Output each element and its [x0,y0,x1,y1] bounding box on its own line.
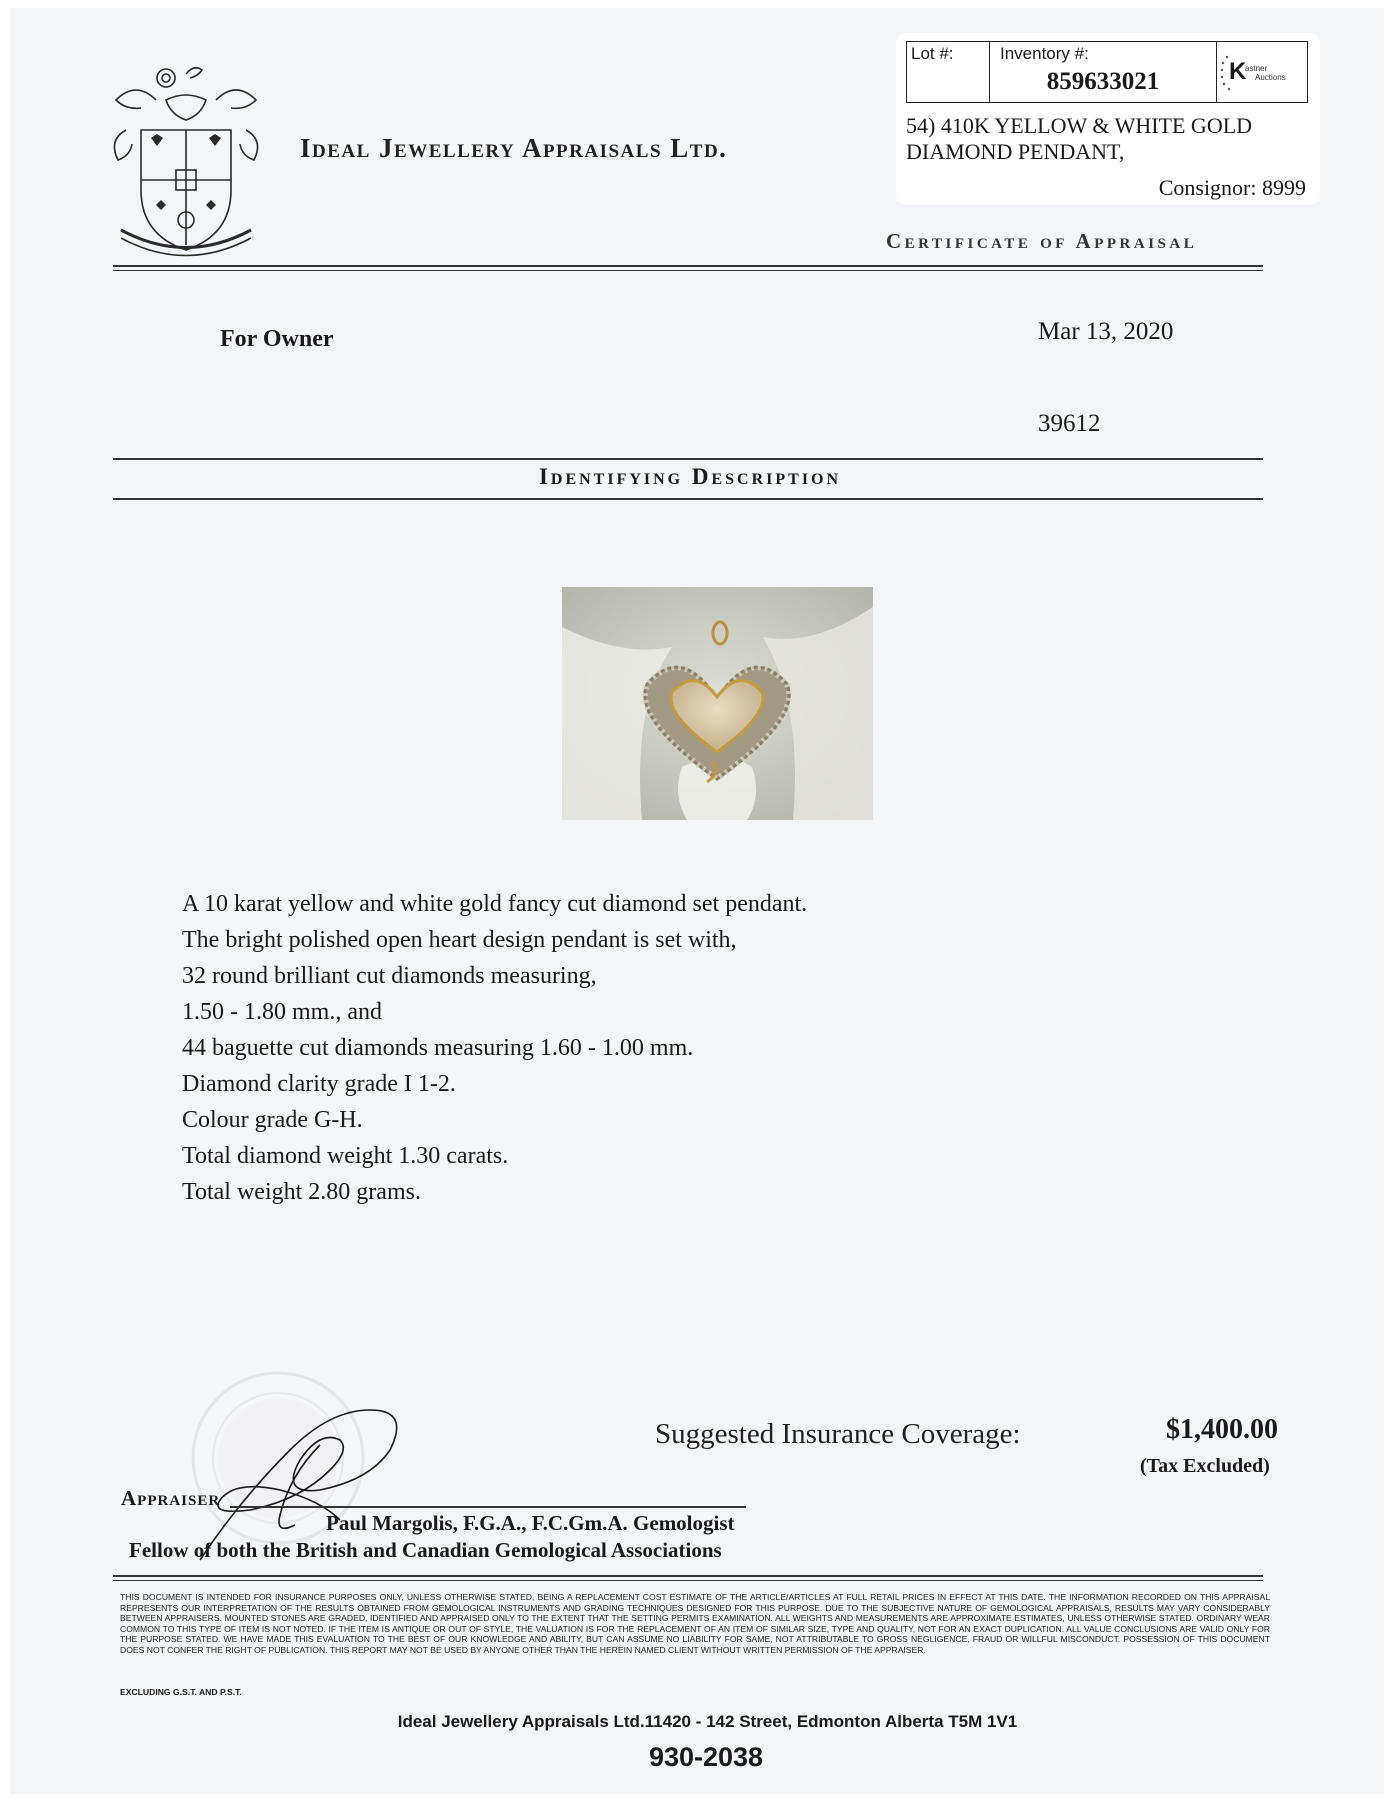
divider [113,270,1263,271]
description-line: A 10 karat yellow and white gold fancy cut diamond set pendant. [182,891,808,917]
divider [113,1575,1263,1577]
insurance-coverage-label: Suggested Insurance Coverage: [655,1418,1021,1450]
inventory-number-value: 859633021 [1046,68,1160,95]
logo-brand-line1: astner [1245,64,1268,73]
auction-house-logo-cell [1217,42,1307,102]
logo-brand-text [1245,64,1286,82]
section-title: Identifying Description [538,464,842,489]
lot-description-line: 54) 410K YELLOW & WHITE GOLD [906,113,1253,138]
description-line: Total weight 2.80 grams. [182,1179,421,1205]
lot-number-header: Lot #: [911,44,954,63]
company-name: Ideal Jewellery Appraisals Ltd. [300,133,728,163]
tax-note: (Tax Excluded) [1140,1455,1270,1477]
pendant-photo [562,587,873,820]
appraisal-date: Mar 13, 2020 [1038,318,1174,345]
certificate-title: Certificate of Appraisal [886,229,1198,253]
consignor: Consignor: 8999 [1158,175,1306,200]
divider [113,498,1263,500]
description-line: 44 baguette cut diamonds measuring 1.60 - 1.00 mm. [182,1035,694,1061]
description-line: 1.50 - 1.80 mm., and [182,999,382,1025]
inventory-number-header: Inventory #: [1000,44,1089,63]
inventory-number-cell [990,42,1217,102]
description-line: Colour grade G-H. [182,1107,363,1133]
lot-description-line: DIAMOND PENDANT, [906,139,1125,164]
signature-line [230,1506,746,1508]
lot-number-cell [907,42,990,102]
description-list [182,886,807,1210]
appraiser-name: Paul Margolis, F.G.A., F.C.Gm.A. Gemologist [326,1511,735,1535]
kastner-auctions-logo [1219,52,1305,92]
description-line: The bright polished open heart design pendant is set with, [182,927,737,953]
description-line: 32 round brilliant cut diamonds measuring, [182,963,597,989]
footer-address: Ideal Jewellery Appraisals Ltd.11420 - 142 Street, Edmonton Alberta T5M 1V1 [397,1712,1018,1731]
disclaimer-text: THIS DOCUMENT IS INTENDED FOR INSURANCE PURPOSES ONLY, UNLESS OTHERWISE STATED, BEING A REPLACEMENT COST ESTIMATE OF THE ARTICLE/ARTICLES AT FULL RETAIL PRICES IN EFFECT AT THIS DATE. THE INFORMATION RECORDED ON THIS APPRAISAL REPRESENTS OUR INTERPRETATION OF THE RESULTS OBTAINED FROM GEMOLOGICAL INSTRUMENTS AND GRADING TECHNIQUES DESIGNED FOR THIS PURPOSE. DUE TO THE SUBJECTIVE NATURE OF GEMOLOGICAL APPRAISALS, RESULTS MAY VARY CONSIDERABLY BETWEEN APPRAISERS. MOUNTED STONES ARE GRADED, IDENTIFIED AND APPRAISED ONLY TO THE EXTENT THAT THE SETTING PERMITS EXAMINATION. ALL WEIGHTS AND MEASUREMENTS ARE APPROXIMATE ESTIMATES, UNLESS OTHERWISE STATED. ORDINARY WEAR COMMON TO THIS TYPE OF ITEM IS NOT NOTED. IF THE ITEM IS ANTIQUE OR OUT OF STYLE, THE VALUATION IS FOR THE REPLACEMENT OF AN ITEM OF SIMILAR SIZE, TYPE AND QUALITY, NOT FOR AN EXACT DUPLICATION. ALL VALUE CONCLUSIONS ARE VALID ONLY FOR THE PURPOSE STATED. WE HAVE MADE THIS EVALUATION TO THE BEST OF OUR KNOWLEDGE AND ABILITY, BUT CAN ASSUME NO LIABILITY FOR SAME, NOT ATTRIBUTABLE TO GROSS NEGLIGENCE, FRAUD OR WILLFUL MISCONDUCT. POSSESSION OF THIS DOCUMENT DOES NOT CONFER THE RIGHT OF PUBLICATION. THIS REPORT MAY NOT BE USED BY ANYONE OTHER THAN THE HEREIN NAMED CLIENT WITHOUT WRITTEN PERMISSION OF THE APPRAISER. [120,1592,1270,1655]
lot-table [906,41,1308,103]
coat-of-arms-crest [106,60,266,265]
divider [113,458,1263,460]
logo-letter: K [1229,58,1247,85]
appraiser-label: Appraiser [121,1486,221,1510]
appraiser-fellowship: Fellow of both the British and Canadian Gemological Associations [129,1538,722,1562]
auction-lot-label [896,33,1320,205]
description-line: Total diamond weight 1.30 carats. [182,1143,509,1169]
recipient-label: For Owner [220,326,334,352]
footer-phone: 930-2038 [648,1742,764,1772]
lot-description [906,113,1252,165]
divider [113,1580,1263,1581]
insurance-coverage-amount: $1,400.00 [1166,1414,1278,1445]
description-line: Diamond clarity grade I 1-2. [182,1071,456,1097]
tax-exclusion-note: EXCLUDING G.S.T. AND P.S.T. [120,1687,242,1697]
logo-brand-line2: Auctions [1255,73,1286,82]
divider [113,265,1263,267]
reference-number: 39612 [1038,410,1101,437]
